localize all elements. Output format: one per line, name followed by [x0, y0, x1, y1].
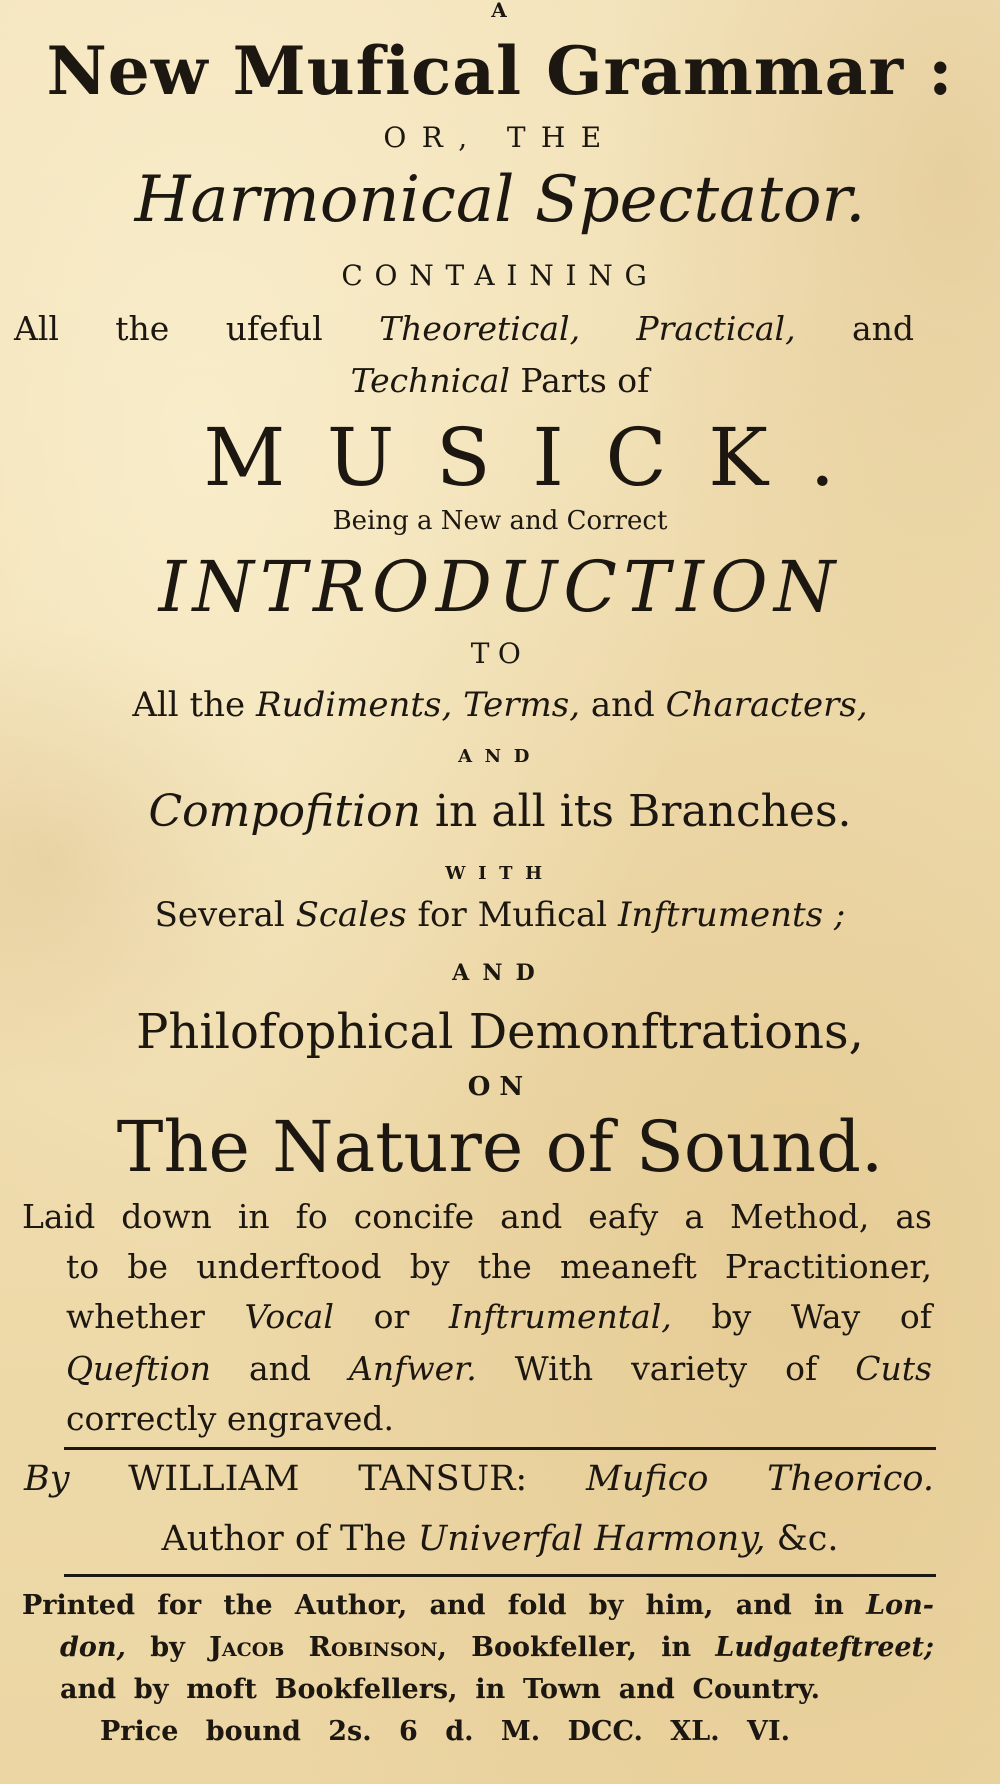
technical-word: Technical [350, 361, 510, 400]
method-line-5: correctly engraved. [66, 1399, 395, 1438]
useful-parts-line [14, 309, 914, 348]
imprint-line-3: and by moft Bookfellers, in Town and Country. [60, 1674, 820, 1705]
divider-rule [64, 1447, 936, 1450]
on-line: ON [467, 1072, 533, 1102]
characters-word: Characters, [665, 685, 868, 725]
price-text: Price bound 2s. 6 d. [100, 1716, 474, 1747]
scales-word: Scales [295, 895, 407, 935]
to-line: TO [470, 637, 530, 670]
year-text: M. DCC. XL. VI. [500, 1716, 791, 1747]
theoretical-word: Theoretical, [379, 309, 581, 348]
answer-word: Anfwer. [349, 1349, 477, 1388]
printed-for-text: Printed for the Author, and fold by him, and in [22, 1590, 844, 1621]
method-line-4 [66, 1349, 932, 1388]
composition-word: Compofition [148, 786, 421, 837]
method-line-3 [66, 1297, 932, 1336]
london-part-b: don, [60, 1632, 126, 1663]
title-article: A [491, 0, 509, 22]
cuts-word: Cuts [855, 1349, 932, 1388]
whether-word: whether [66, 1297, 205, 1336]
universal-harmony-title: Univerfal Harmony, [417, 1519, 766, 1559]
bookseller-in-text: Bookfeller, in [471, 1632, 692, 1663]
method-line-2: to be underftood by the meaneft Practitioner, [66, 1247, 932, 1286]
composition-line [0, 786, 1000, 837]
philosophical-line: Philofophical Demonftrations, [136, 1004, 864, 1060]
author-line [24, 1459, 934, 1499]
rudiments-line [0, 685, 1000, 725]
by-word: By [24, 1459, 70, 1499]
for-musical-text: for Mufical [417, 895, 608, 935]
introduction-heading: INTRODUCTION [158, 546, 842, 628]
branches-text: in all its Branches. [434, 786, 852, 837]
instruments-word: Inftruments ; [617, 895, 846, 935]
practical-word: Practical, [636, 309, 796, 348]
london-part-a: Lon- [866, 1590, 934, 1621]
imprint-line-2 [60, 1634, 934, 1661]
being-line: Being a New and Correct [332, 506, 668, 536]
question-word: Queftion [66, 1349, 211, 1388]
by-way-of-text: by Way of [711, 1297, 932, 1336]
method-line-1: Laid down in fo concife and eafy a Method, as [22, 1197, 932, 1236]
vocal-word: Vocal [244, 1297, 334, 1336]
parts-of-text: Parts of [520, 361, 650, 400]
etc-text: &c. [776, 1519, 839, 1559]
imprint-line-4 [100, 1718, 790, 1745]
rudiments-prefix: All the [132, 685, 246, 725]
with-variety-text: With variety of [514, 1349, 818, 1388]
several-word: Several [154, 895, 285, 935]
instrumental-word: Inftrumental, [448, 1297, 672, 1336]
scales-line [0, 895, 1000, 935]
and-word: and [851, 309, 914, 348]
technical-line [0, 361, 1000, 400]
musick-heading: MUSICK. [203, 411, 877, 504]
author-of-line [0, 1519, 1000, 1559]
author-title: Mufico Theorico. [586, 1459, 934, 1499]
or-the-line: OR, THE [383, 121, 617, 154]
imprint-line-1 [22, 1592, 934, 1619]
and-word: and [248, 1349, 312, 1388]
and-word: and [590, 685, 655, 725]
nature-of-sound-heading: The Nature of Sound. [116, 1106, 884, 1188]
and-line: AND [452, 960, 548, 986]
or-word: or [373, 1297, 410, 1336]
rudiments-word: Rudiments, [255, 685, 453, 725]
subtitle: Harmonical Spectator. [134, 163, 866, 237]
author-name: WILLIAM TANSUR: [128, 1459, 528, 1499]
useful-prefix: All the ufeful [14, 309, 323, 348]
and-line: AND [458, 746, 542, 767]
bookseller-name: Jacob Robinson, [209, 1632, 447, 1663]
by-word: by [150, 1632, 185, 1663]
main-title: New Mufical Grammar : [46, 32, 954, 110]
divider-rule [64, 1574, 936, 1577]
street-name: Ludgateftreet; [715, 1632, 934, 1663]
terms-word: Terms, [463, 685, 581, 725]
author-of-text: Author of The [161, 1519, 407, 1559]
with-line: WITH [445, 863, 555, 884]
containing-line: CONTAINING [341, 259, 659, 292]
